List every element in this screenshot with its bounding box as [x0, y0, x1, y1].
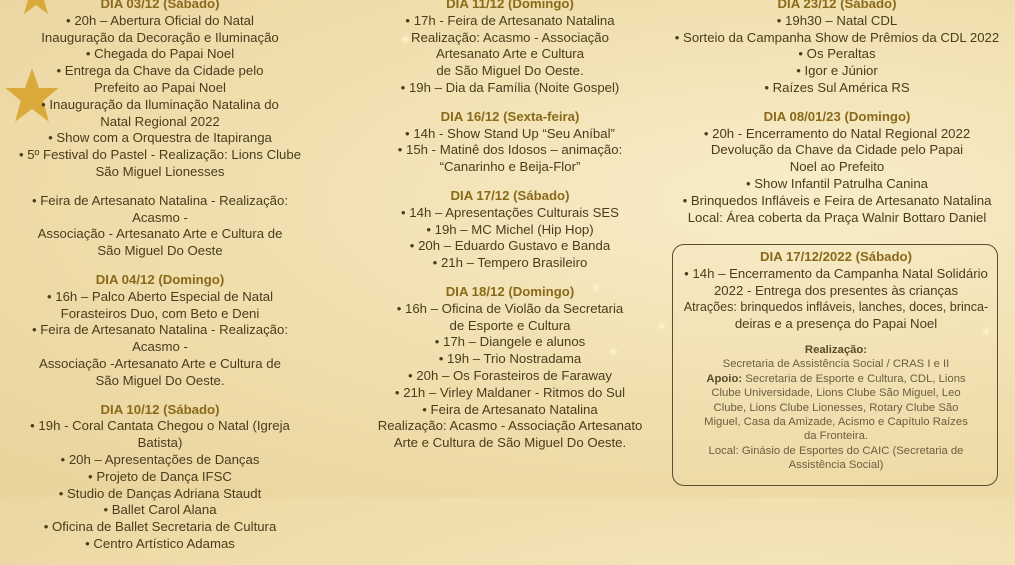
- event-line: Associação -Artesanato Arte e Cultura de: [39, 355, 281, 371]
- event-line: • 19h – MC Michel (Hip Hop): [426, 221, 594, 237]
- day-block-23-12: [672, 0, 1002, 97]
- apoio-text: Clube Universidade, Lions Clube São Miguel, Leo: [711, 387, 961, 400]
- day-block-04-12: [10, 272, 310, 390]
- event-line: São Miguel Do Oeste.: [95, 372, 225, 388]
- day-heading: DIA 04/12 (Domingo): [95, 271, 225, 287]
- event-line: • Show com a Orquestra de Itapiranga: [48, 130, 272, 146]
- local-text: Assistência Social): [788, 459, 884, 472]
- event-line: • Inauguração da Iluminação Natalina do: [41, 96, 279, 112]
- event-line: • 14h – Encerramento da Campanha Natal Solidário: [684, 265, 988, 281]
- event-line: • 14h – Apresentações Culturais SES: [401, 204, 619, 220]
- day-heading: DIA 17/12/2022 (Sábado): [760, 249, 912, 264]
- event-line: • 15h - Matinê dos Idosos – animação:: [397, 142, 623, 158]
- day-block-16-12: [365, 109, 655, 176]
- event-line: • Ballet Carol Alana: [103, 502, 217, 518]
- event-line: • 21h – Virley Maldaner - Ritmos do Sul: [394, 384, 626, 400]
- event-line: • Brinquedos Infláveis e Feira de Artesanato Natalina: [682, 192, 992, 208]
- day-heading: DIA 23/12 (Sábado): [777, 0, 897, 11]
- event-line: • Studio de Danças Adriana Staudt: [58, 485, 262, 501]
- event-line: Realização: Acasmo - Associação Artesanato: [377, 418, 643, 434]
- day-block-03-12: [10, 0, 310, 260]
- event-line: • 19h – Dia da Família (Noite Gospel): [400, 79, 620, 95]
- day-heading: DIA 16/12 (Sexta-feira): [440, 108, 580, 124]
- day-heading: DIA 17/12 (Sábado): [450, 187, 570, 203]
- event-line: Local: Área coberta da Praça Walnir Bottaro Daniel: [687, 209, 987, 225]
- event-line: Arte e Cultura de São Miguel Do Oeste.: [393, 435, 627, 451]
- apoio-text: Secretaria de Esporte e Cultura, CDL, Lions: [742, 372, 966, 385]
- event-line: • 17h – Diangele e alunos: [434, 334, 586, 350]
- event-line: “Canarinho e Beija-Flor”: [439, 159, 581, 175]
- day-block-17-12: [365, 188, 655, 272]
- event-line: • Chegada do Papai Noel: [85, 46, 235, 62]
- realizacao-label: Realização:: [804, 343, 868, 356]
- event-line: • Entrega da Chave da Cidade pelo: [56, 63, 264, 79]
- event-line: • Os Peraltas: [798, 46, 876, 62]
- event-line: • 20h – Abertura Oficial do Natal: [66, 12, 254, 28]
- event-line: • 5º Festival do Pastel - Realização: Lions Clube: [18, 147, 302, 163]
- event-line: Realização: Acasmo - Associação: [411, 29, 609, 45]
- event-line: • Projeto de Dança IFSC: [88, 468, 232, 484]
- event-line: Artesanato Arte e Cultura: [435, 46, 585, 62]
- event-line: Atrações: brinquedos infláveis, lanches, doces, brinca-: [683, 300, 989, 315]
- event-line: • 20h - Encerramento do Natal Regional 2022: [703, 125, 971, 141]
- event-line: Devolução da Chave da Cidade pelo Papai: [710, 142, 964, 158]
- event-line: Associação - Artesanato Arte e Cultura de: [37, 226, 283, 242]
- event-line: deiras e a presença do Papai Noel: [734, 316, 938, 332]
- apoio-text: Clube, Lions Clube Lionesses, Rotary Clube São: [713, 401, 959, 414]
- event-line: Inauguração da Decoração e Iluminação: [41, 29, 279, 45]
- event-line: • 19h – Trio Nostradama: [438, 351, 582, 367]
- event-line: • 16h – Oficina de Violão da Secretaria: [396, 300, 624, 316]
- apoio-text: da Fronteira.: [803, 430, 869, 443]
- day-block-10-12: [10, 402, 310, 553]
- event-line: Noel ao Prefeito: [789, 159, 885, 175]
- event-line: • Igor e Júnior: [796, 63, 878, 79]
- event-line: • Centro Artístico Adamas: [85, 535, 235, 551]
- event-line: • Sorteio da Campanha Show de Prêmios da CDL 2022: [674, 29, 1000, 45]
- local-text: Local: Ginásio de Esportes do CAIC (Secretaria de: [708, 444, 964, 457]
- event-line: • Feira de Artesanato Natalina - Realização: Acasmo -: [31, 322, 289, 355]
- day-heading: DIA 18/12 (Domingo): [445, 283, 575, 299]
- day-heading: DIA 03/12 (Sábado): [100, 0, 220, 11]
- day-block-18-12: [365, 284, 655, 452]
- apoio-text: Miguel, Casa da Amizade, Acismo e Capítulo Raízes: [704, 416, 968, 429]
- apoio-label: Apoio:: [706, 372, 743, 385]
- event-line: Forasteiros Duo, com Beto e Deni: [60, 305, 260, 321]
- event-line: • 20h – Eduardo Gustavo e Banda: [409, 238, 611, 254]
- event-line: • Feira de Artesanato Natalina: [422, 401, 598, 417]
- event-line: São Miguel Do Oeste: [97, 243, 223, 259]
- event-line: de Esporte e Cultura: [449, 317, 571, 333]
- event-line: São Miguel Lionesses: [95, 163, 225, 179]
- day-block-08-01-23: [672, 109, 1002, 227]
- highlight-box-content: [676, 249, 996, 473]
- event-line: Prefeito ao Papai Noel: [94, 79, 226, 95]
- event-line: • 19h - Coral Cantata Chegou o Natal (Igreja Batista): [30, 418, 290, 451]
- event-line: • 21h – Tempero Brasileiro: [432, 255, 588, 271]
- day-heading: DIA 11/12 (Domingo): [446, 0, 574, 11]
- event-line: • Feira de Artesanato Natalina - Realização: Acasmo -: [31, 192, 289, 225]
- event-line: Natal Regional 2022: [100, 113, 220, 129]
- event-line: • 17h - Feira de Artesanato Natalina: [405, 12, 615, 28]
- event-line: • 14h - Show Stand Up “Seu Aníbal”: [405, 125, 615, 141]
- event-line: • 16h – Palco Aberto Especial de Natal: [46, 288, 273, 304]
- event-line: • 19h30 – Natal CDL: [776, 12, 898, 28]
- event-line: • Raízes Sul América RS: [764, 79, 910, 95]
- day-block-11-12: [365, 0, 655, 97]
- credits: [676, 343, 996, 473]
- schedule-column-1: [10, 0, 310, 565]
- event-line: • Oficina de Ballet Secretaria de Cultura: [43, 519, 277, 535]
- sparkle: [660, 325, 663, 328]
- event-line: • Show Infantil Patrulha Canina: [745, 175, 929, 191]
- event-line: 2022 - Entrega dos presentes às crianças: [713, 282, 959, 298]
- event-line: • 20h – Os Forasteiros de Faraway: [408, 367, 612, 383]
- event-line: de São Miguel Do Oeste.: [436, 63, 584, 79]
- day-heading: DIA 10/12 (Sábado): [100, 401, 220, 417]
- realizacao-text: Secretaria de Assistência Social / CRAS I e II: [722, 358, 950, 371]
- schedule-column-3: [672, 0, 1002, 238]
- schedule-column-2: [365, 0, 655, 464]
- day-heading: DIA 08/01/23 (Domingo): [763, 108, 911, 124]
- event-line: • 20h – Apresentações de Danças: [60, 451, 260, 467]
